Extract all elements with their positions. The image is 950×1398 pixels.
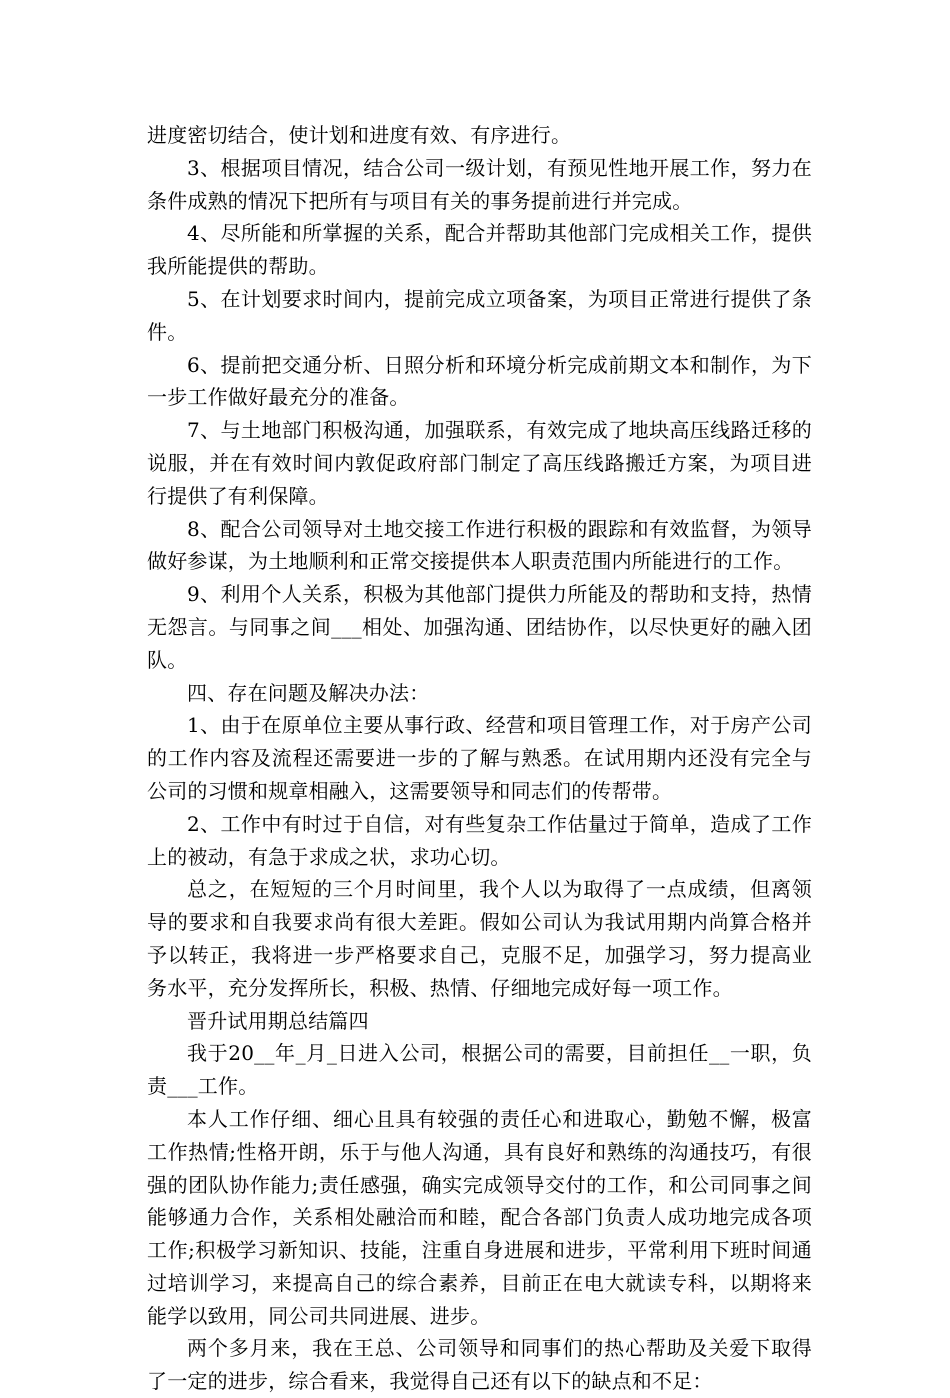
paragraph-item-7: 7、与土地部门积极沟通，加强联系，有效完成了地块高压线路迁移的说服，并在有效时间内敦促政府部门制定了高压线路搬迁方案，为项目进行提供了有利保障。 xyxy=(147,418,812,508)
document-page xyxy=(147,119,812,1398)
paragraph-item-4: 4、尽所能和所掌握的关系，配合并帮助其他部门完成相关工作，提供我所能提供的帮助。 xyxy=(147,221,812,279)
paragraph-problem-1: 1、由于在原单位主要从事行政、经营和项目管理工作，对于房产公司的工作内容及流程还需要进一步的了解与熟悉。在试用期内还没有完全与公司的习惯和规章相融入，这需要领导和同志们的传帮带。 xyxy=(147,713,812,803)
paragraph-item-6: 6、提前把交通分析、日照分析和环境分析完成前期文本和制作，为下一步工作做好最充分的准备。 xyxy=(147,352,812,410)
paragraph-intro: 我于20__年_月_日进入公司，根据公司的需要，目前担任__一职，负责___工作。 xyxy=(147,1041,812,1099)
paragraph-item-3: 3、根据项目情况，结合公司一级计划，有预见性地开展工作，努力在条件成熟的情况下把所有与项目有关的事务提前进行并完成。 xyxy=(147,155,812,213)
paragraph-problem-2: 2、工作中有时过于自信，对有些复杂工作估量过于简单，造成了工作上的被动，有急于求成之状，求功心切。 xyxy=(147,811,812,869)
section-heading-part-four: 晋升试用期总结篇四 xyxy=(187,1008,369,1033)
paragraph-shortcomings: 两个多月来，我在王总、公司领导和同事们的热心帮助及关爱下取得了一定的进步，综合看来，我觉得自己还有以下的缺点和不足： xyxy=(147,1336,812,1394)
paragraph-item-5: 5、在计划要求时间内，提前完成立项备案，为项目正常进行提供了条件。 xyxy=(147,286,812,344)
paragraph-item-9: 9、利用个人关系，积极为其他部门提供力所能及的帮助和支持，热情无怨言。与同事之间___相处、加强沟通、团结协作，以尽快更好的融入团队。 xyxy=(147,582,812,672)
paragraph-continuation: 进度密切结合，使计划和进度有效、有序进行。 xyxy=(147,123,572,147)
paragraph-item-8: 8、配合公司领导对土地交接工作进行积极的跟踪和有效监督，为领导做好参谋，为土地顺利和正常交接提供本人职责范围内所能进行的工作。 xyxy=(147,516,812,574)
paragraph-summary: 总之，在短短的三个月时间里，我个人以为取得了一点成绩，但离领导的要求和自我要求尚有很大差距。假如公司认为我试用期内尚算合格并予以转正，我将进一步严格要求自己，克服不足，加强学习，努力提高业务水平，充分发挥所长，积极、热情、仔细地完成好每一项工作。 xyxy=(147,877,812,1000)
section-heading-problems: 四、存在问题及解决办法： xyxy=(187,680,430,705)
paragraph-self-assessment: 本人工作仔细、细心且具有较强的责任心和进取心，勤勉不懈，极富工作热情;性格开朗，乐于与他人沟通，具有良好和熟练的沟通技巧，有很强的团队协作能力;责任感强，确实完成领导交付的工作，和公司同事之间能够通力合作，关系相处融洽而和睦，配合各部门负责人成功地完成各项工作;积极学习新知识、技能，注重自身进展和进步，平常利用下班时间通过培训学习，来提高自己的综合素养，目前正在电大就读专科，以期将来能学以致用，同公司共同进展、进步。 xyxy=(147,1106,812,1328)
